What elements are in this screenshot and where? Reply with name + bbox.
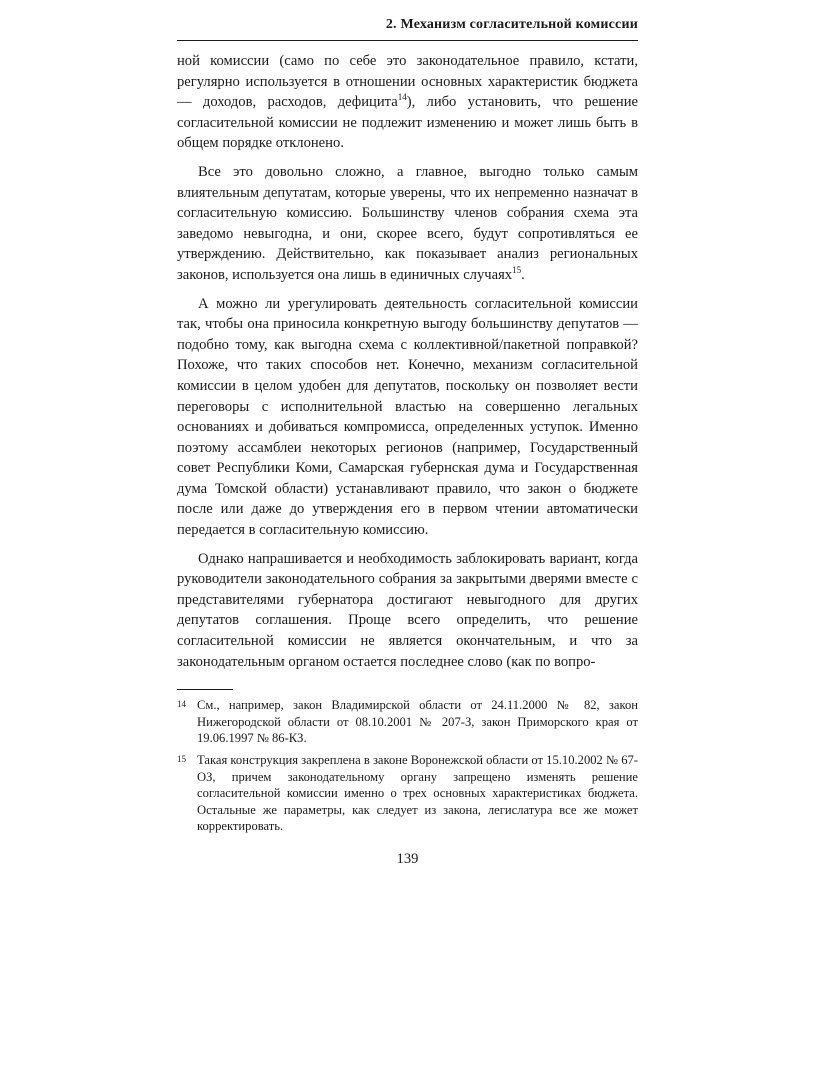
footnote-15	[177, 752, 638, 835]
page-number: 139	[396, 850, 419, 867]
paragraph-3	[177, 294, 638, 541]
paragraph-text: Все это довольно сложно, а главное, выгодно только самым влиятельным депутатам, которые уверены, что их непременно назначат в согласительную комиссию. Большинству членов собрания схема эта заведомо невыгодна, и они, скорее всего, будут сопротивляться ее утверждению. Действительно, как показывает анализ региональных законов, используется она лишь в единичных случаях	[177, 163, 638, 283]
paragraph-text: ной комиссии (само по себе это законодательное правило, кстати, регулярно используется в отношении основных характеристик бюджета — доходов, расходов, дефицита	[177, 53, 638, 111]
paragraph-text: Однако напрашивается и необходимость заблокировать вариант, когда руководители законодательного собрания за закрытыми дверями вместе с представителями губернатора достигают невыгодного для других депутатов соглашения. Проще всего определить, что решение согласительной комиссии не является окончательным, и что за законодательным органом остается последнее слово (как по вопро-	[177, 550, 638, 670]
paragraph-1	[177, 51, 638, 154]
footnote-ref-14: 14	[397, 92, 407, 103]
paragraph-4	[177, 549, 638, 673]
footnote-number: 14	[177, 699, 186, 710]
footnote-text: См., например, закон Владимирской области от 24.11.2000 № 82, закон Нижегородской области от 08.10.2001 № 207-З, закон Приморского края от 19.06.1997 № 86-КЗ.	[197, 698, 638, 746]
footnote-14	[177, 697, 638, 747]
running-head: 2. Механизм согласительной комиссии	[177, 14, 638, 41]
paragraph-text: .	[521, 266, 525, 283]
paragraph-2	[177, 162, 638, 286]
footnote-number: 15	[177, 754, 186, 764]
body-text	[177, 51, 638, 672]
footnote-text: Такая конструкция закреплена в законе Воронежской области от 15.10.2002 № 67-ОЗ, причем законодательному органу запрещено изменять решение согласительной комиссии именно о трех основных характеристиках бюджета. Остальные же параметры, как следует из закона, легислатура все же может корректировать.	[197, 753, 638, 834]
footnote-ref-15: 15	[512, 265, 522, 276]
paragraph-text: ), либо установить, что решение согласительной комиссии не подлежит изменению и может лишь быть в общем порядке отклонено.	[177, 94, 639, 152]
book-page	[177, 14, 638, 868]
footnote-divider	[177, 689, 233, 690]
paragraph-text: А можно ли урегулировать деятельность согласительной комиссии так, чтобы она приносила конкретную выгоду большинству депутатов — подобно тому, как выгодна схема с коллективной/пакетной поправкой? Похоже, что таких способов нет. Конечно, механизм согласительной комиссии в целом удобен для депутатов, поскольку он позволяет вести переговоры с исполнительной властью на совершенно легальных основаниях и добиваться компромисса, определенных уступок. Именно поэтому ассамблеи некоторых регионов (например, Государственный совет Республики Коми, Самарская губернская дума и Государственная дума Томской области) устанавливают правило, что закон о бюджете после или даже до утверждения его в первом чтении автоматически передается в согласительную комиссию.	[177, 295, 638, 539]
